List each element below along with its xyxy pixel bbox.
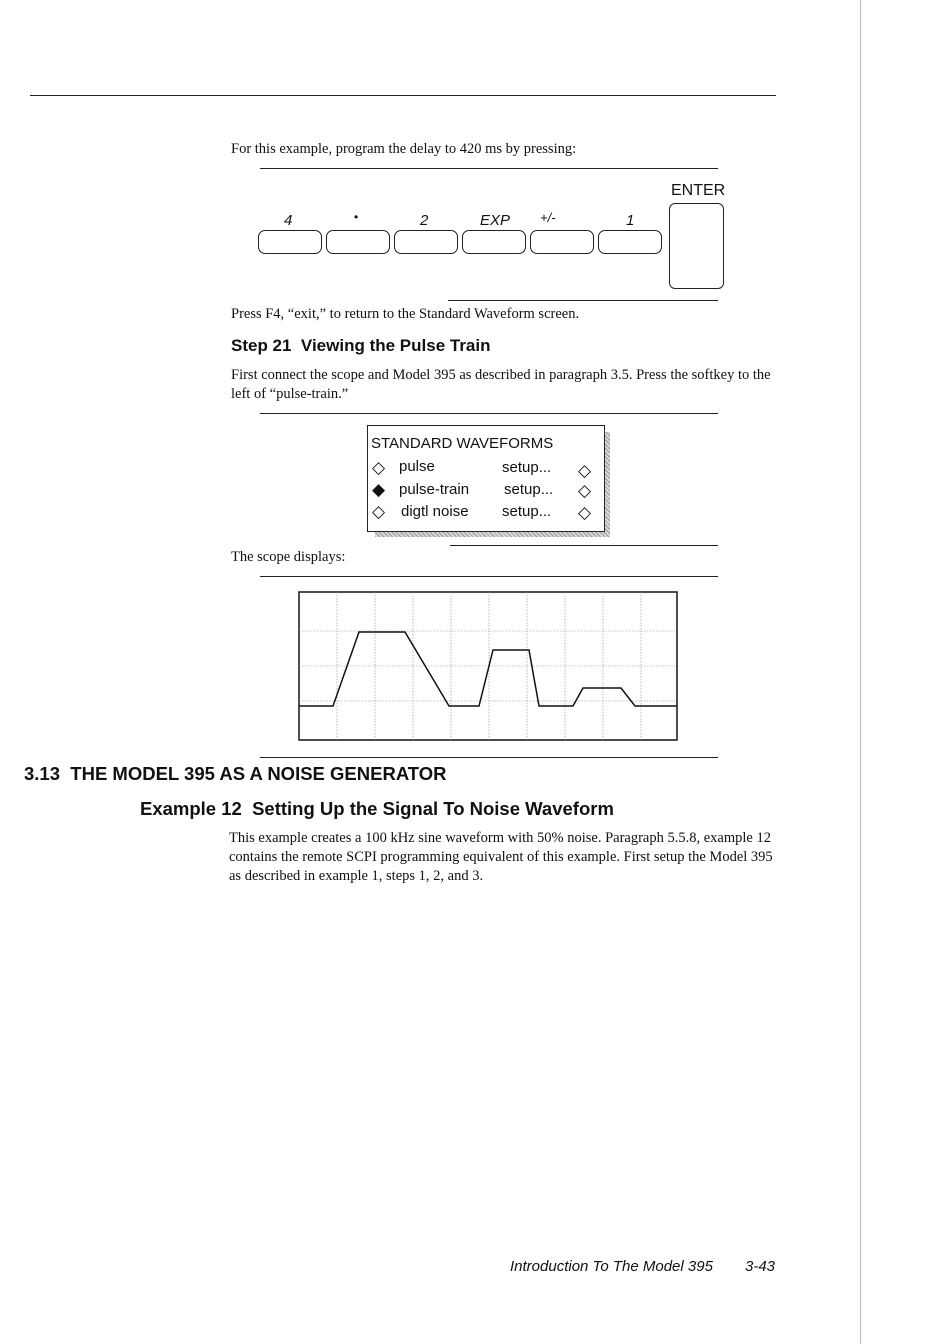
keypad-top-rule: [260, 168, 718, 169]
key-enter[interactable]: [669, 203, 724, 289]
lcd-row-pulse-name: pulse: [399, 458, 435, 475]
scope-top-rule: [260, 576, 718, 577]
lcd-title: STANDARD WAVEFORMS: [371, 435, 554, 452]
key-dot[interactable]: [326, 230, 390, 254]
key-plusminus[interactable]: [530, 230, 594, 254]
step21-heading: Step 21 Viewing the Pulse Train: [231, 336, 491, 355]
keypad-bottom-rule: [448, 300, 718, 301]
lcd-row-pulse-action: setup...: [502, 459, 552, 476]
lcd-top-rule: [260, 413, 718, 414]
key-1[interactable]: [598, 230, 662, 254]
scope-display: [297, 590, 680, 744]
key-label-plusminus: +/-: [540, 210, 556, 225]
lcd-row-digtl-noise-action: setup...: [502, 503, 552, 520]
scope-bottom-rule: [260, 757, 718, 758]
section-body: This example creates a 100 kHz sine waveform with 50% noise. Paragraph 5.5.8, example 12 contains the remote SCPI programming equivalent of this example. First setup the Model 395 as described in example 1, steps 1, 2, and 3.: [229, 830, 773, 884]
key-exp[interactable]: [462, 230, 526, 254]
lcd-row-pulse-train-name: pulse-train: [399, 481, 470, 498]
lcd-row-digtl-noise-name: digtl noise: [401, 503, 469, 520]
key-4[interactable]: [258, 230, 322, 254]
footer-page-number: 3-43: [745, 1258, 776, 1275]
section-heading: 3.13 THE MODEL 395 AS A NOISE GENERATOR: [24, 763, 447, 784]
key-2[interactable]: [394, 230, 458, 254]
footer-title: Introduction To The Model 395: [510, 1258, 713, 1275]
intro-text: For this example, program the delay to 420 ms by pressing:: [231, 141, 577, 157]
lcd-bottom-rule: [450, 545, 718, 546]
softkey-right-2-icon[interactable]: ◇: [578, 481, 592, 500]
page-edge-line: [860, 0, 861, 1344]
key-label-exp: EXP: [480, 212, 511, 229]
key-label-4: 4: [284, 212, 293, 229]
key-label-2: 2: [420, 212, 429, 229]
softkey-right-3-icon[interactable]: ◇: [578, 503, 592, 522]
example-heading: Example 12 Setting Up the Signal To Noise Waveform: [140, 798, 614, 819]
step21-body: First connect the scope and Model 395 as described in paragraph 3.5. Press the softkey to the left of “pulse-train.”: [231, 367, 771, 402]
enter-label: ENTER: [671, 182, 726, 199]
key-label-1: 1: [626, 212, 635, 229]
softkey-digtl-noise-icon[interactable]: ◇: [372, 502, 386, 521]
press-text: Press F4, “exit,” to return to the Standard Waveform screen.: [231, 306, 580, 322]
softkey-pulse-icon[interactable]: ◇: [372, 458, 386, 477]
softkey-right-1-icon[interactable]: ◇: [578, 461, 592, 480]
top-rule: [30, 95, 776, 96]
softkey-pulse-train-icon[interactable]: ◆: [372, 480, 386, 499]
lcd-row-pulse-train-action: setup...: [504, 481, 554, 498]
key-label-dot: •: [354, 210, 359, 224]
scope-text: The scope displays:: [231, 549, 346, 565]
